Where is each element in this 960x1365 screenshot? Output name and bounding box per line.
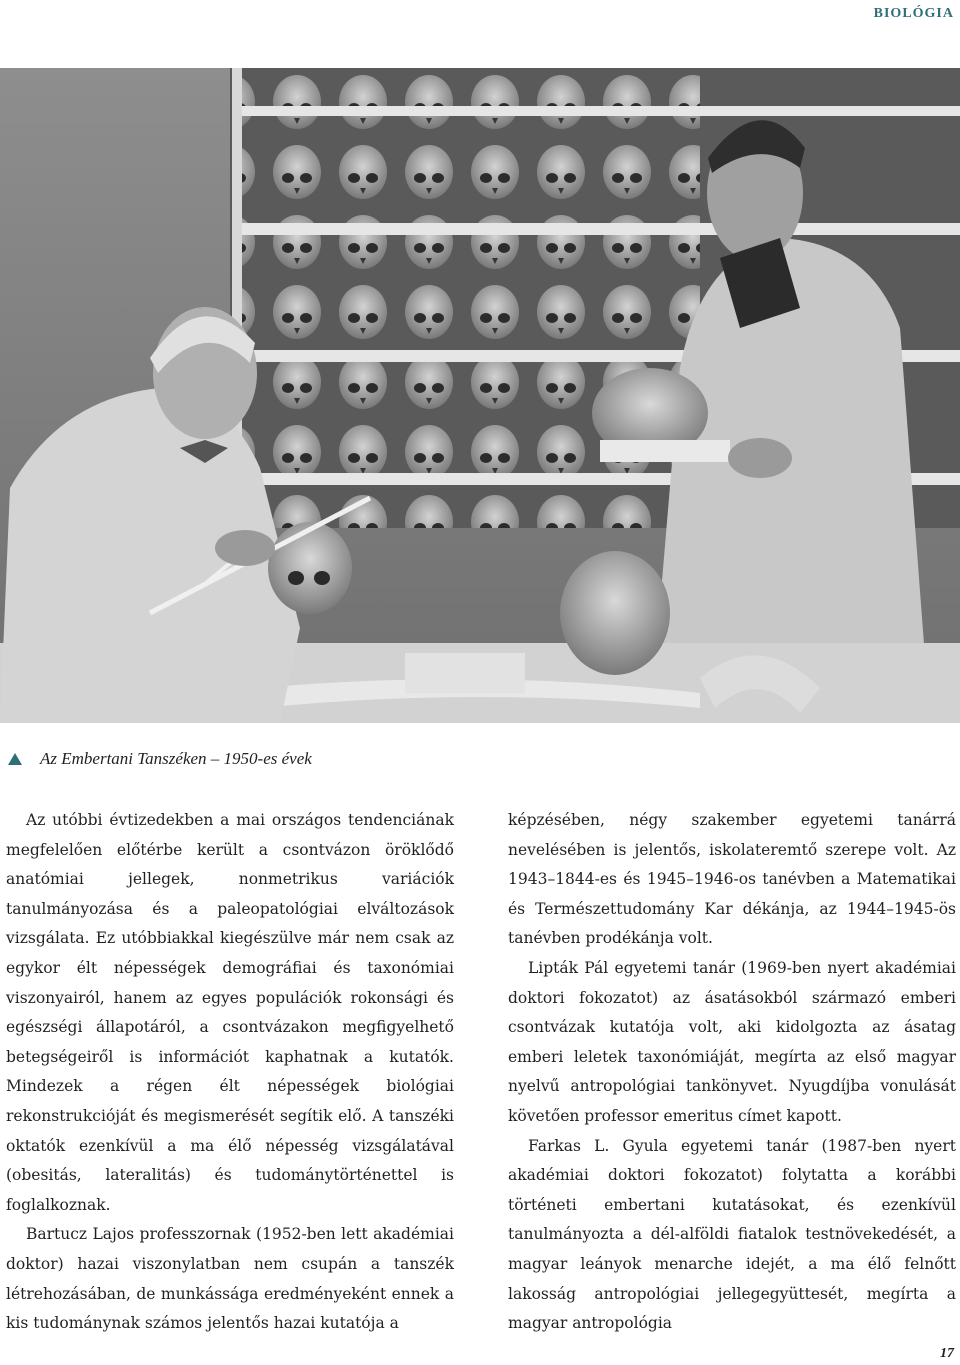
photo-caption [8, 748, 312, 770]
right-paragraph-1: képzésében, négy szakember egyetemi tanárrá nevelésében is jelentős, iskolateremtő szerepe volt. Az 1943–1844-es és 1945–1946-os tanévben a Matematikai és Természettudomány Kar dékánja, az 1944–1945-ös tanévben prodékánja volt. [508, 811, 956, 948]
archival-photo [0, 68, 960, 723]
left-paragraph-1: Az utóbbi évtizedekben a mai országos tendenciának megfelelően előtérbe került a csontvázon öröklődő anatómiai jellegek, nonmetrikus variációk tanulmányozása és a paleopatológiai elváltozások vizsgálata. Ez utóbbiakkal kiegészülve már nem csak az egykor élt népességek demográfiai és taxonómiai viszonyairól, hanem az egyes populációk rokonsági és egészségi állapotáról, a csontvázakon megfigyelhető betegségeiről is információt kaphatnak a kutatók. Mindezek a régen élt népességek biológiai rekonstrukcióját és megismerését segítik elő. A tanszéki oktatók ezenkívül a ma élő népesség vizsgálatával (obesitás, lateralitás) és tudománytörténettel is foglalkoznak. [6, 811, 454, 1214]
caption-text: Az Embertani Tanszéken – 1950-es évek [40, 749, 312, 768]
right-column [508, 806, 956, 1339]
left-column [6, 806, 454, 1339]
right-paragraph-2: Lipták Pál egyetemi tanár (1969-ben nyert akadémiai doktori fokozatot) az ásatásokból származó emberi csontvázak kutatója volt, aki kidolgozta az ásatag emberi leletek taxonómiáját, megírta az első magyar nyelvű antropológiai tankönyvet. Nyugdíjba vonulását követően professor emeritus címet kapott. [508, 958, 956, 1125]
section-header: BIOLÓGIA [873, 6, 954, 21]
page-number: 17 [940, 1346, 954, 1361]
caption-triangle-icon [8, 753, 22, 765]
left-paragraph-2: Bartucz Lajos professzornak (1952-ben lett akadémiai doktor) hazai viszonylatban nem csupán a tanszék létrehozásában, de munkássága eredményeként ennek a kis tudománynak számos jelentős hazai kutatója a [6, 1225, 454, 1333]
right-paragraph-3: Farkas L. Gyula egyetemi tanár (1987-ben nyert akadémiai doktori fokozatot) folytatta a korábbi történeti embertani kutatásokat, és ezenkívül tanulmányozta a dél-alföldi fiatalok testnövekedését, a magyar leányok menarche idejét, a ma élő felnőtt lakosság antropológiai jellegegyüttesét, megírta a magyar antropológia [508, 1136, 956, 1333]
photo-illustration [0, 68, 960, 723]
